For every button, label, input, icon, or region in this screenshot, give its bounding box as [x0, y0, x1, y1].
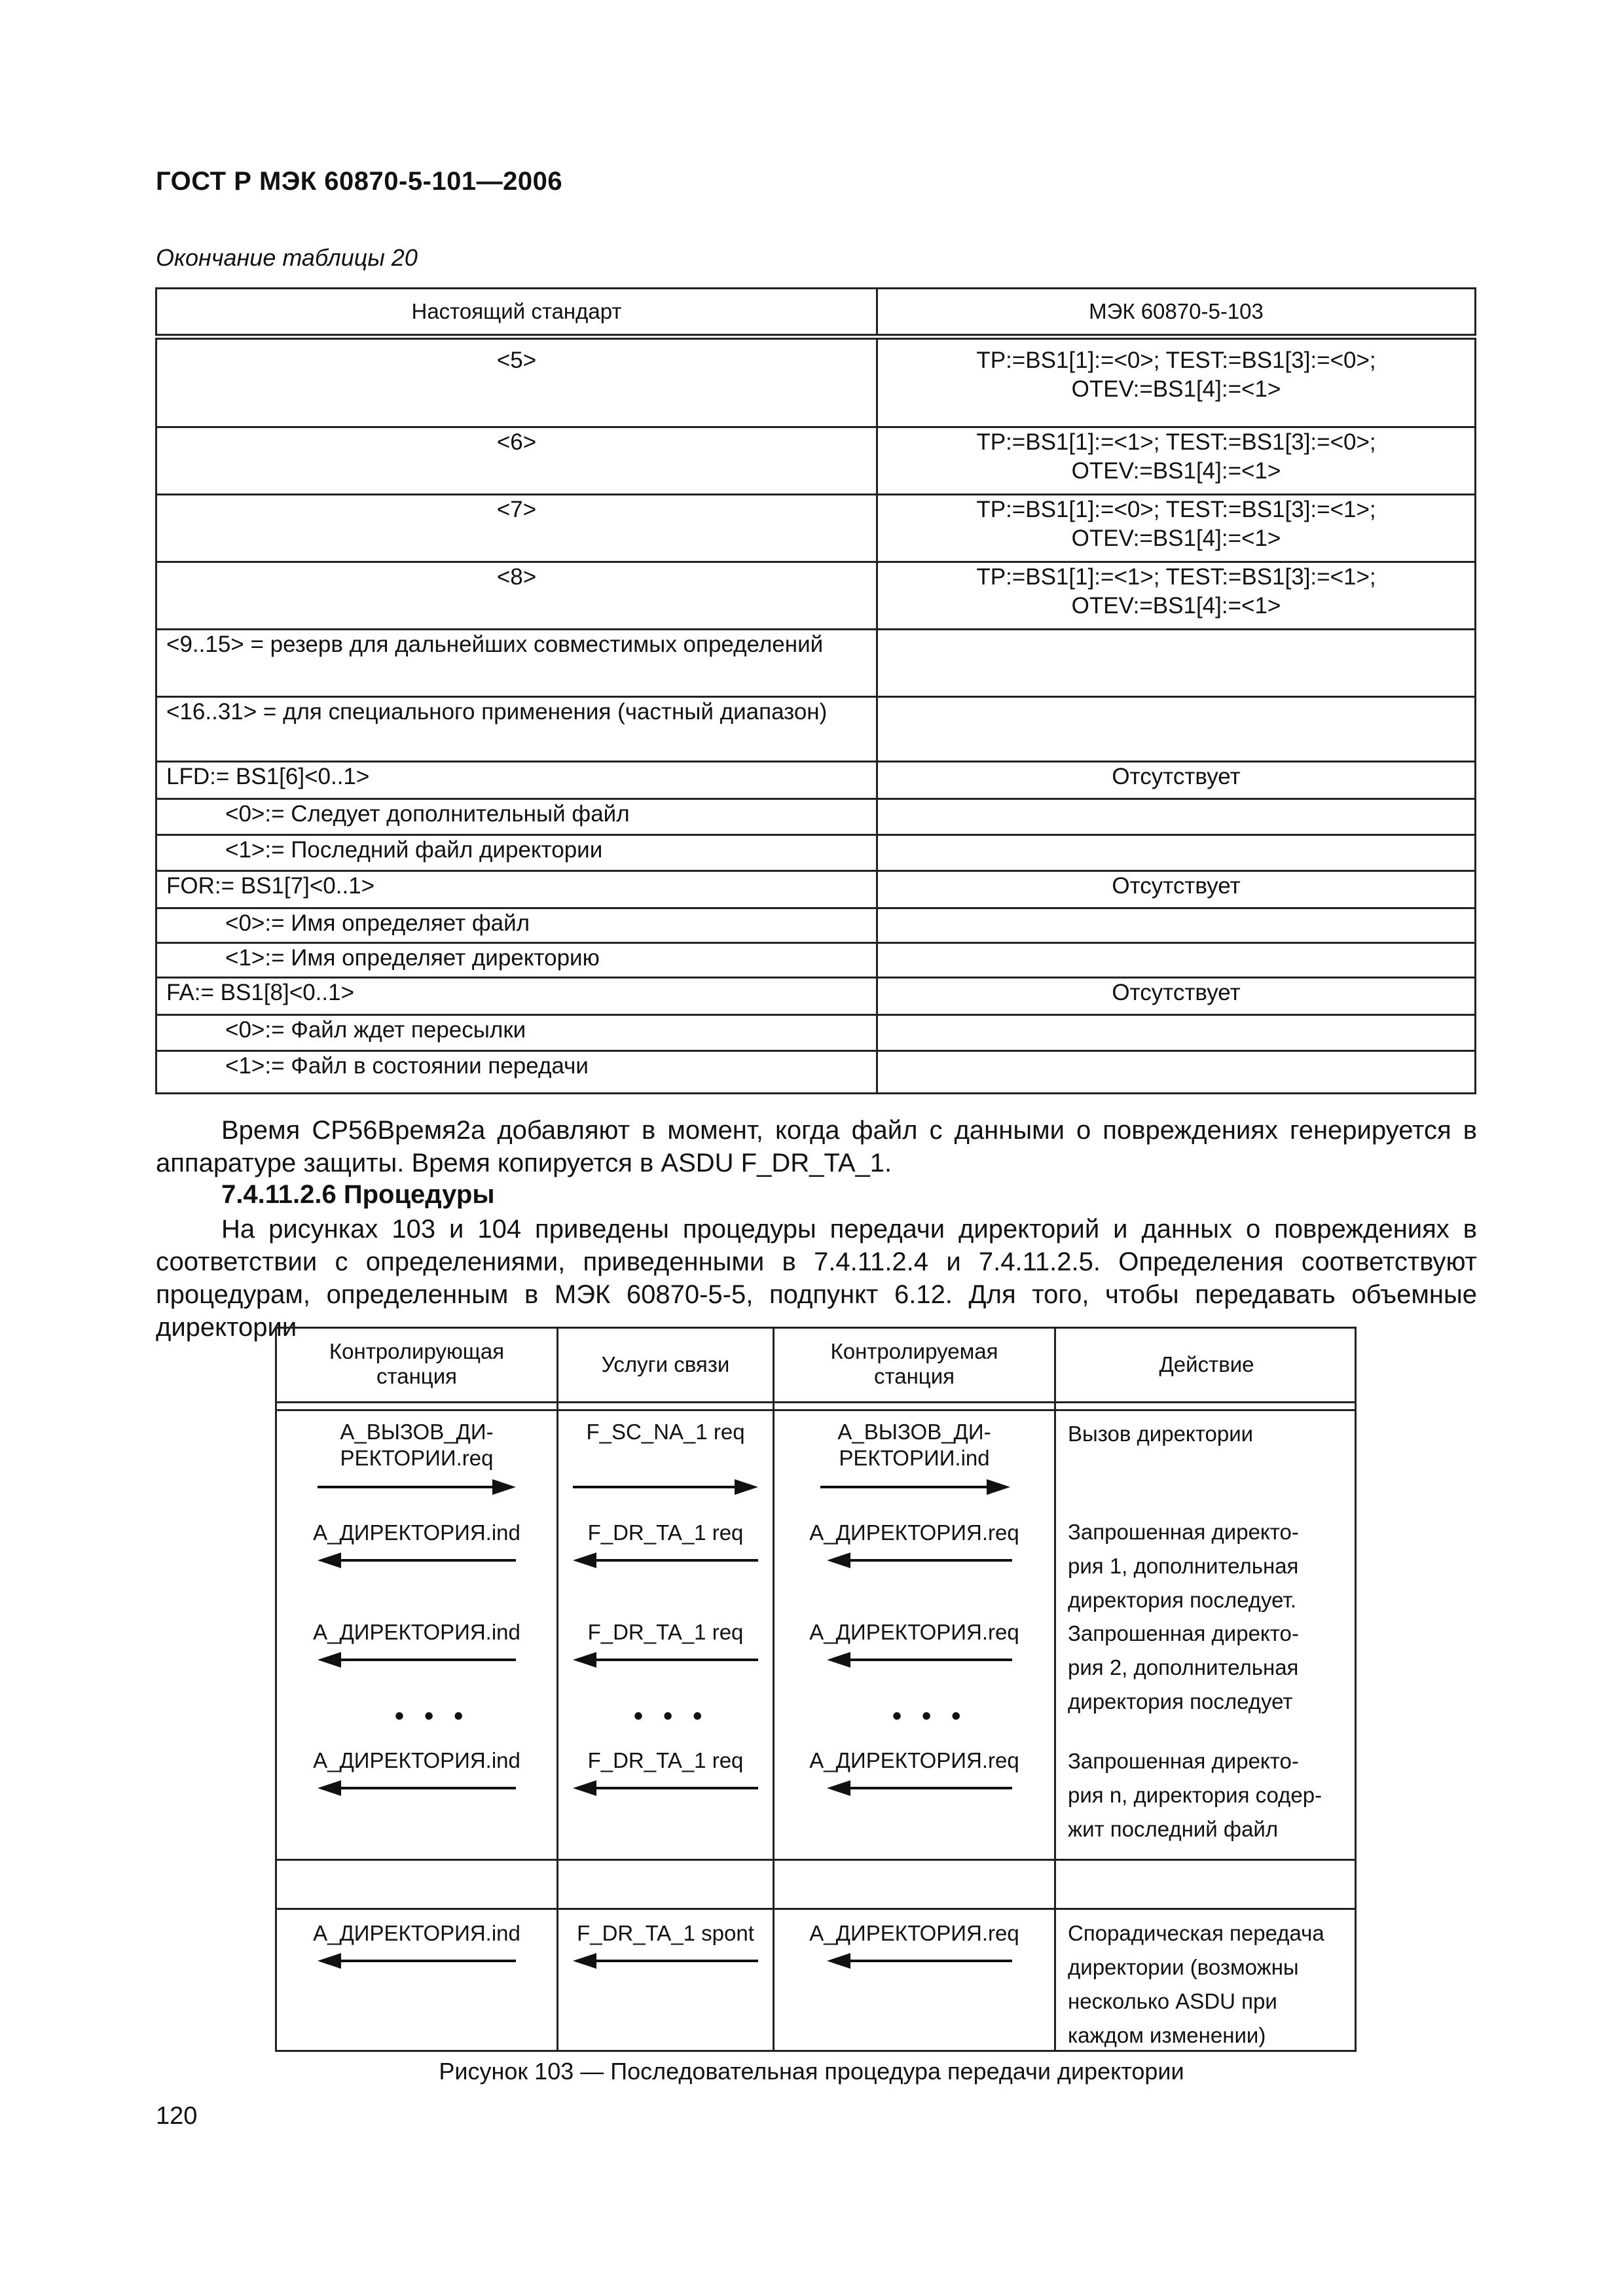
action-line: Запрошенная директо-: [1068, 1520, 1299, 1544]
table-cell: <0>:= Следует дополнительный файл: [156, 799, 877, 835]
cell-line: TP:=BS1[1]:=<0>; TEST:=BS1[3]:=<1>;: [976, 497, 1376, 522]
table-row: [156, 1051, 1476, 1094]
table-row: [156, 697, 1476, 762]
table-row: [156, 1015, 1476, 1051]
column-header-this-standard: Настоящий стандарт: [156, 289, 877, 337]
ellipsis: • • •: [395, 1702, 470, 1731]
action-line: директория последует.: [1068, 1588, 1296, 1612]
page-number: 120: [156, 2102, 198, 2130]
table-cell: FOR:= BS1[7]<0..1>: [156, 871, 877, 908]
header-line: Контролирующая: [329, 1339, 505, 1363]
cell-line: TP:=BS1[1]:=<1>; TEST:=BS1[3]:=<0>;: [976, 429, 1376, 455]
cell-line: OTEV:=BS1[4]:=<1>: [1071, 526, 1281, 551]
table-20: [155, 287, 1476, 1094]
table-cell: Отсутствует: [877, 978, 1476, 1015]
header-line: станция: [873, 1364, 955, 1388]
action-line: рия 2, дополнительная: [1068, 1655, 1299, 1679]
arrow-right-icon: [318, 1479, 516, 1495]
table-cell: Отсутствует: [877, 871, 1476, 908]
arrow-left-icon: [827, 1780, 1012, 1796]
table-cell: LFD:= BS1[6]<0..1>: [156, 762, 877, 799]
column-header-iec-103: МЭК 60870-5-103: [877, 289, 1476, 337]
table-cell: <5>: [156, 337, 877, 427]
arrow-left-icon: [573, 1780, 758, 1796]
table-cell: <1>:= Последний файл директории: [156, 835, 877, 871]
table-cell: [877, 427, 1476, 495]
table-cell: <8>: [156, 562, 877, 630]
arrow-left-icon: [827, 1953, 1012, 1969]
table-row: [156, 908, 1476, 943]
action-line: Вызов директории: [1068, 1422, 1254, 1446]
table-cell: [877, 943, 1476, 978]
table-row: [156, 871, 1476, 908]
header-line: станция: [376, 1364, 458, 1388]
table-row: [156, 762, 1476, 799]
table-cell: Отсутствует: [877, 762, 1476, 799]
table-row: [156, 978, 1476, 1015]
table-cell: [877, 495, 1476, 562]
action-text: [1068, 1916, 1324, 2053]
cell-text: <16..31> = для специального применения (частный диапазон): [166, 699, 828, 725]
table-cell: [877, 337, 1476, 427]
figure-header-controlled-station: [775, 1339, 1054, 1389]
arrow-left-icon: [318, 1780, 516, 1796]
table-row: [156, 562, 1476, 630]
primitive-label: А_ДИРЕКТОРИЯ.ind: [313, 1748, 520, 1772]
service-label: F_DR_TA_1 req: [587, 1748, 744, 1772]
cell-line: TP:=BS1[1]:=<0>; TEST:=BS1[3]:=<0>;: [976, 348, 1376, 373]
cell-line: TP:=BS1[1]:=<1>; TEST:=BS1[3]:=<1>;: [976, 564, 1376, 590]
table-row: [156, 943, 1476, 978]
arrow-left-icon: [827, 1552, 1012, 1568]
table-cell: <0>:= Имя определяет файл: [156, 908, 877, 943]
table-cell: <1>:= Имя определяет директорию: [156, 943, 877, 978]
table-caption: Окончание таблицы 20: [156, 244, 418, 271]
table-cell: [877, 908, 1476, 943]
figure-caption: Рисунок 103 — Последовательная процедура передачи директории: [439, 2058, 1184, 2085]
primitive-label: А_ДИРЕКТОРИЯ.ind: [313, 1921, 520, 1945]
section-heading: 7.4.11.2.6 Процедуры: [221, 1180, 495, 1209]
action-line: Спорадическая передача: [1068, 1921, 1324, 1945]
label-line: РЕКТОРИИ.ind: [839, 1446, 990, 1470]
action-line: рия n, директория содер-: [1068, 1783, 1322, 1807]
table-cell: [877, 697, 1476, 762]
service-label: F_DR_TA_1 req: [587, 1520, 744, 1545]
primitive-label: [277, 1419, 556, 1471]
action-line: несколько ASDU при: [1068, 1989, 1277, 2013]
action-line: рия 1, дополнительная: [1068, 1554, 1299, 1578]
primitive-label: [775, 1419, 1054, 1471]
action-line: Запрошенная директо-: [1068, 1621, 1299, 1645]
table-row: [156, 495, 1476, 562]
arrow-left-icon: [573, 1953, 758, 1969]
table-cell: [877, 630, 1476, 697]
table-cell: <0>:= Файл ждет пересылки: [156, 1015, 877, 1051]
action-text: [1068, 1417, 1253, 1451]
arrow-left-icon: [827, 1652, 1012, 1668]
figure-header-communication-services: Услуги связи: [601, 1352, 730, 1376]
arrow-left-icon: [318, 1652, 516, 1668]
table-row: [156, 835, 1476, 871]
arrow-left-icon: [318, 1953, 516, 1969]
action-line: директории (возможны: [1068, 1955, 1299, 1979]
action-text: [1068, 1617, 1299, 1719]
figure-header-controlling-station: [277, 1339, 556, 1389]
header-line: Контролируемая: [830, 1339, 998, 1363]
figure-header-action: Действие: [1159, 1352, 1254, 1376]
table-cell: [156, 630, 877, 697]
primitive-label: А_ДИРЕКТОРИЯ.req: [809, 1520, 1019, 1545]
cell-line: OTEV:=BS1[4]:=<1>: [1071, 593, 1281, 619]
arrow-left-icon: [573, 1652, 758, 1668]
action-line: директория последует: [1068, 1689, 1293, 1713]
cell-line: OTEV:=BS1[4]:=<1>: [1071, 458, 1281, 484]
document-header: ГОСТ Р МЭК 60870-5-101—2006: [156, 167, 563, 196]
service-label: F_DR_TA_1 req: [587, 1620, 744, 1644]
service-label: F_SC_NA_1 req: [586, 1420, 745, 1444]
paragraph-time-stamp: Время CP56Время2а добавляют в момент, когда файл с данными о повреждениях генерируется в аппаратуре защиты. Время копируется в ASDU F_DR_TA_1.: [156, 1116, 1477, 1177]
ellipsis: • • •: [634, 1702, 709, 1731]
service-label: F_DR_TA_1 spont: [577, 1921, 754, 1945]
table-cell: FA:= BS1[8]<0..1>: [156, 978, 877, 1015]
table-cell: [877, 1015, 1476, 1051]
action-text: [1068, 1515, 1299, 1617]
action-line: каждом изменении): [1068, 2023, 1266, 2047]
primitive-label: А_ДИРЕКТОРИЯ.ind: [313, 1620, 520, 1644]
table-cell: [877, 799, 1476, 835]
table-cell: <6>: [156, 427, 877, 495]
table-row: [156, 337, 1476, 427]
label-line: А_ВЫЗОВ_ДИ-: [340, 1420, 494, 1444]
table-row: [156, 799, 1476, 835]
table-row: [156, 630, 1476, 697]
table-cell: [877, 1051, 1476, 1094]
label-line: А_ВЫЗОВ_ДИ-: [837, 1420, 991, 1444]
table-cell: [877, 835, 1476, 871]
table-row: [156, 427, 1476, 495]
arrow-left-icon: [318, 1552, 516, 1568]
table-header-row: [156, 289, 1476, 337]
figure-103: [275, 1327, 1357, 2052]
paragraph-procedures: На рисунках 103 и 104 приведены процедуры передачи директорий и данных о повреждениях в соответствии с определениями, приведенными в 7.4.11.2.4 и 7.4.11.2.5. Определения соответствуют процедурам, определенным в МЭК 60870-5-5, подпункт 6.12. Для того, чтобы передавать объемные директории: [156, 1215, 1477, 1342]
label-line: РЕКТОРИИ.req: [340, 1446, 494, 1470]
cell-line: OTEV:=BS1[4]:=<1>: [1071, 376, 1281, 402]
action-line: Запрошенная директо-: [1068, 1749, 1299, 1773]
ellipsis: • • •: [892, 1702, 968, 1731]
primitive-label: А_ДИРЕКТОРИЯ.req: [809, 1921, 1019, 1945]
primitive-label: А_ДИРЕКТОРИЯ.req: [809, 1748, 1019, 1772]
primitive-label: А_ДИРЕКТОРИЯ.req: [809, 1620, 1019, 1644]
table-cell: [156, 697, 877, 762]
arrow-right-icon: [573, 1479, 758, 1495]
action-line: жит последний файл: [1068, 1817, 1279, 1841]
cell-text: <9..15> = резерв для дальнейших совместимых определений: [166, 632, 824, 657]
action-text: [1068, 1744, 1322, 1846]
arrow-right-icon: [820, 1479, 1010, 1495]
table-cell: [877, 562, 1476, 630]
arrow-left-icon: [573, 1552, 758, 1568]
primitive-label: А_ДИРЕКТОРИЯ.ind: [313, 1520, 520, 1545]
table-cell: <1>:= Файл в состоянии передачи: [156, 1051, 877, 1094]
table-cell: <7>: [156, 495, 877, 562]
